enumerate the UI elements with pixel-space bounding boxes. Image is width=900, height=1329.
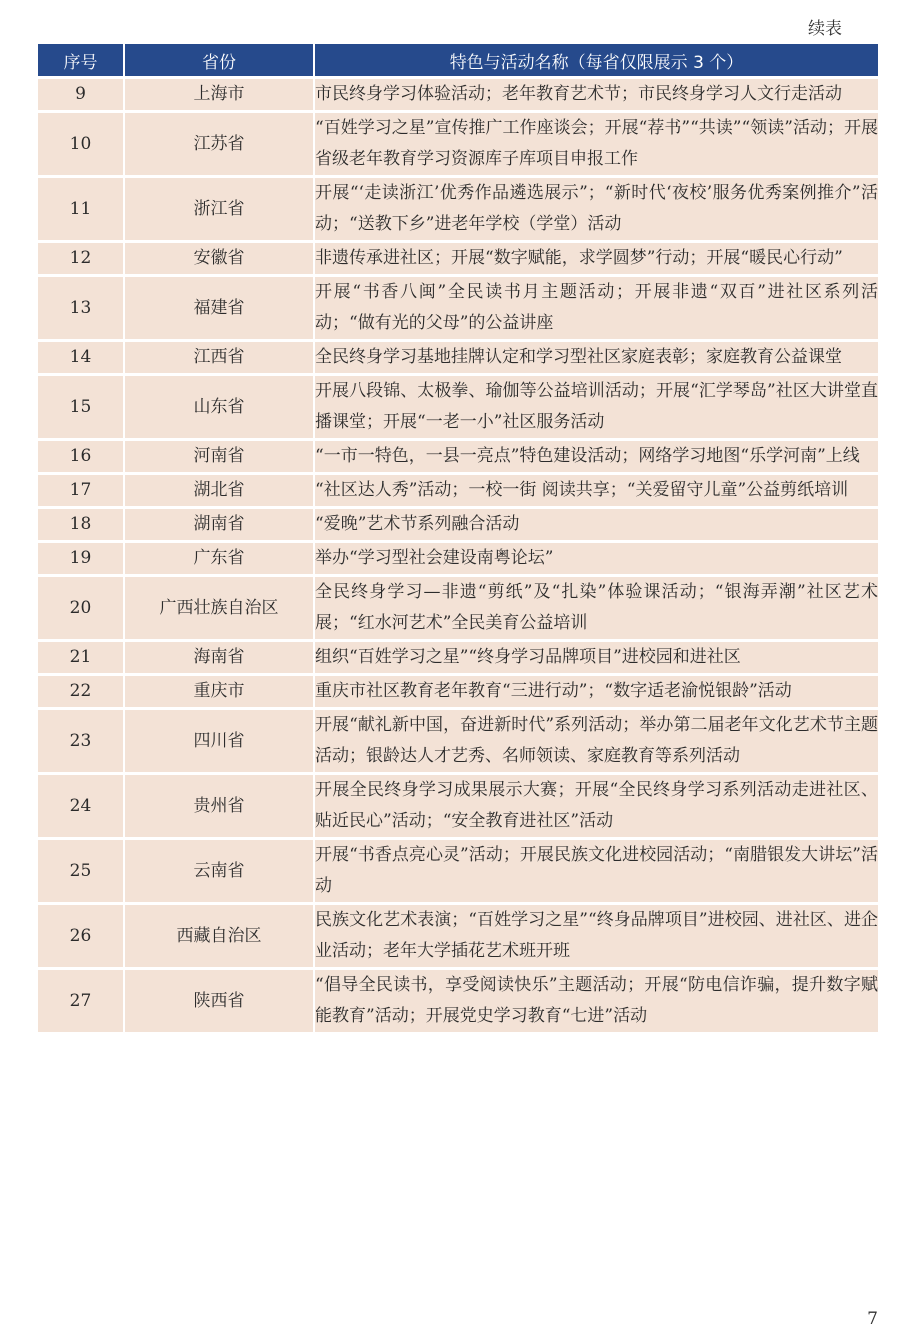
continued-label: 续表 [808,19,842,39]
header-number: 序号 [38,44,124,78]
table-row [38,112,878,177]
row-number: 23 [38,709,124,774]
header-province: 省份 [124,44,314,78]
row-activities: 全民终身学习—非遗“剪纸”及“扎染”体验课活动；“银海弄潮”社区艺术展；“红水河艺术”全民美育公益培训 [314,576,878,641]
row-number: 11 [38,177,124,242]
table-header-row [38,44,878,78]
row-number: 16 [38,440,124,474]
row-province: 云南省 [124,839,314,904]
row-activities: 开展全民终身学习成果展示大赛；开展“全民终身学习系列活动走进社区、贴近民心”活动；“安全教育进社区”活动 [314,774,878,839]
table-row [38,969,878,1033]
table-row [38,904,878,969]
row-province: 湖北省 [124,474,314,508]
table-row [38,508,878,542]
row-activities: 非遗传承进社区；开展“数字赋能，求学圆梦”行动；开展“暖民心行动” [314,242,878,276]
row-activities: “爱晚”艺术节系列融合活动 [314,508,878,542]
header-activities: 特色与活动名称（每省仅限展示 3 个） [314,44,878,78]
row-activities: 开展“‘走读浙江’优秀作品遴选展示”；“新时代‘夜校’服务优秀案例推介”活动；“送教下乡”进老年学校（学堂）活动 [314,177,878,242]
row-activities: “倡导全民读书，享受阅读快乐”主题活动；开展“防电信诈骗，提升数字赋能教育”活动；开展党史学习教育“七进”活动 [314,969,878,1033]
row-activities: 组织“百姓学习之星”“终身学习品牌项目”进校园和进社区 [314,641,878,675]
row-activities: “百姓学习之星”宣传推广工作座谈会；开展“荐书”“共读”“领读”活动；开展省级老年教育学习资源库子库项目申报工作 [314,112,878,177]
row-province: 四川省 [124,709,314,774]
page-number: 7 [867,1309,878,1329]
activities-table [38,44,878,1032]
table-row [38,774,878,839]
row-province: 海南省 [124,641,314,675]
row-province: 河南省 [124,440,314,474]
row-number: 13 [38,276,124,341]
row-number: 14 [38,341,124,375]
row-province: 福建省 [124,276,314,341]
row-province: 陕西省 [124,969,314,1033]
row-activities: 开展“书香八闽”全民读书月主题活动；开展非遗“双百”进社区系列活动；“做有光的父母”的公益讲座 [314,276,878,341]
row-province: 广东省 [124,542,314,576]
row-province: 安徽省 [124,242,314,276]
table-row [38,839,878,904]
row-number: 21 [38,641,124,675]
row-activities: 开展“书香点亮心灵”活动；开展民族文化进校园活动；“南腊银发大讲坛”活动 [314,839,878,904]
table-row [38,474,878,508]
row-number: 18 [38,508,124,542]
row-province: 江苏省 [124,112,314,177]
row-activities: “社区达人秀”活动；一校一街 阅读共享；“关爱留守儿童”公益剪纸培训 [314,474,878,508]
table-row [38,375,878,440]
row-number: 10 [38,112,124,177]
row-activities: 开展“献礼新中国，奋进新时代”系列活动；举办第二届老年文化艺术节主题活动；银龄达人才艺秀、名师领读、家庭教育等系列活动 [314,709,878,774]
row-activities: 民族文化艺术表演；“百姓学习之星”“终身品牌项目”进校园、进社区、进企业活动；老年大学插花艺术班开班 [314,904,878,969]
row-province: 山东省 [124,375,314,440]
row-number: 24 [38,774,124,839]
row-province: 浙江省 [124,177,314,242]
row-number: 22 [38,675,124,709]
row-number: 25 [38,839,124,904]
table-row [38,276,878,341]
row-activities: 举办“学习型社会建设南粤论坛” [314,542,878,576]
table-row [38,341,878,375]
row-province: 重庆市 [124,675,314,709]
row-number: 27 [38,969,124,1033]
table-row [38,641,878,675]
row-number: 15 [38,375,124,440]
table-row [38,542,878,576]
row-activities: 开展八段锦、太极拳、瑜伽等公益培训活动；开展“汇学琴岛”社区大讲堂直播课堂；开展“一老一小”社区服务活动 [314,375,878,440]
row-province: 贵州省 [124,774,314,839]
row-activities: “一市一特色，一县一亮点”特色建设活动；网络学习地图“乐学河南”上线 [314,440,878,474]
row-province: 湖南省 [124,508,314,542]
table-row [38,576,878,641]
row-activities: 市民终身学习体验活动；老年教育艺术节；市民终身学习人文行走活动 [314,78,878,112]
row-number: 19 [38,542,124,576]
row-province: 上海市 [124,78,314,112]
table-row [38,177,878,242]
table-row [38,440,878,474]
row-province: 江西省 [124,341,314,375]
row-number: 26 [38,904,124,969]
table-row [38,709,878,774]
row-number: 12 [38,242,124,276]
table-row [38,242,878,276]
row-number: 9 [38,78,124,112]
table-row [38,675,878,709]
row-activities: 重庆市社区教育老年教育“三进行动”；“数字适老渝悦银龄”活动 [314,675,878,709]
row-number: 17 [38,474,124,508]
row-number: 20 [38,576,124,641]
row-activities: 全民终身学习基地挂牌认定和学习型社区家庭表彰；家庭教育公益课堂 [314,341,878,375]
row-province: 西藏自治区 [124,904,314,969]
table-row [38,78,878,112]
row-province: 广西壮族自治区 [124,576,314,641]
